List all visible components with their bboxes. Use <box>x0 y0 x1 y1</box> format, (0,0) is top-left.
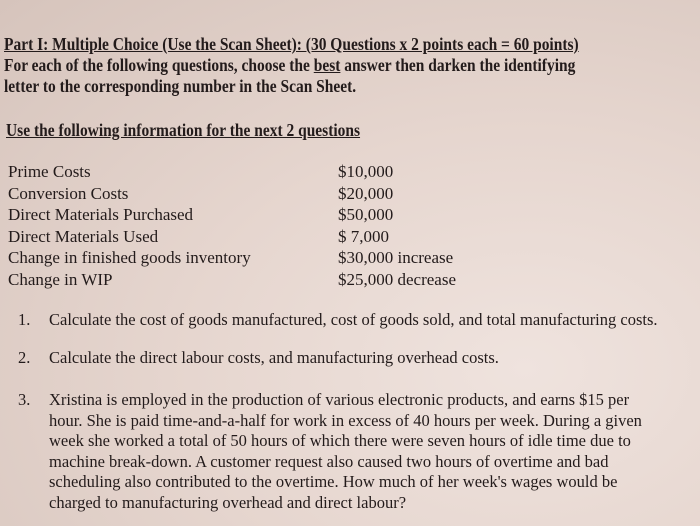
info-table <box>8 161 688 290</box>
question-text: Calculate the direct labour costs, and manufacturing overhead costs. <box>49 348 499 367</box>
instruction-pre: For each of the following questions, choose the <box>4 55 314 75</box>
info-label: Direct Materials Purchased <box>8 205 194 224</box>
question-number: 2. <box>18 348 31 367</box>
question-line: hour. She is paid time-and-a-half for work in excess of 40 hours per week. During a given <box>49 410 642 430</box>
info-row <box>8 204 688 226</box>
info-row <box>8 226 688 248</box>
info-row <box>8 269 688 291</box>
instruction-emphasis: best <box>313 55 341 75</box>
info-value: $10,000 <box>338 162 394 181</box>
info-value: $50,000 <box>338 205 394 224</box>
question-number: 3. <box>18 390 31 409</box>
info-value: $20,000 <box>338 183 394 203</box>
question-line: charged to manufacturing overhead and direct labour? <box>49 492 407 512</box>
question-line: scheduling also contributed to the overtime. How much of her week's wages would be <box>49 472 618 491</box>
info-label: Conversion Costs <box>8 183 129 203</box>
info-label: Direct Materials Used <box>8 226 159 246</box>
question-line: Xristina is employed in the production of various electronic products, and earns $15 per <box>49 390 630 409</box>
question-number: 1. <box>18 310 31 329</box>
info-label: Prime Costs <box>8 162 91 181</box>
instruction-line-2: letter to the corresponding number in the Scan Sheet. <box>4 76 357 96</box>
question-text <box>49 390 642 513</box>
info-row <box>8 247 688 269</box>
info-label: Change in finished goods inventory <box>8 248 251 267</box>
part-title: Part I: Multiple Choice (Use the Scan Sheet): (30 Questions x 2 points each = 60 points) <box>4 34 579 54</box>
question-line: machine break-down. A customer request also caused two hours of overtime and bad <box>49 451 609 471</box>
info-value: $30,000 increase <box>338 248 454 267</box>
question-3 <box>0 390 700 520</box>
question-line: week she worked a total of 50 hours of which there were seven hours of idle time due to <box>49 431 631 450</box>
question-1 <box>0 310 700 332</box>
info-row <box>8 183 688 205</box>
instruction-line-1 <box>4 55 575 76</box>
info-heading: Use the following information for the next 2 questions <box>6 120 361 140</box>
question-2 <box>0 348 700 370</box>
question-text: Calculate the cost of goods manufactured, cost of goods sold, and total manufacturing costs. <box>49 310 658 329</box>
info-value: $25,000 decrease <box>338 269 457 289</box>
info-row <box>8 161 688 183</box>
info-value: $ 7,000 <box>338 226 389 246</box>
instruction-post: answer then darken the identifying <box>340 55 576 75</box>
info-label: Change in WIP <box>8 269 113 289</box>
